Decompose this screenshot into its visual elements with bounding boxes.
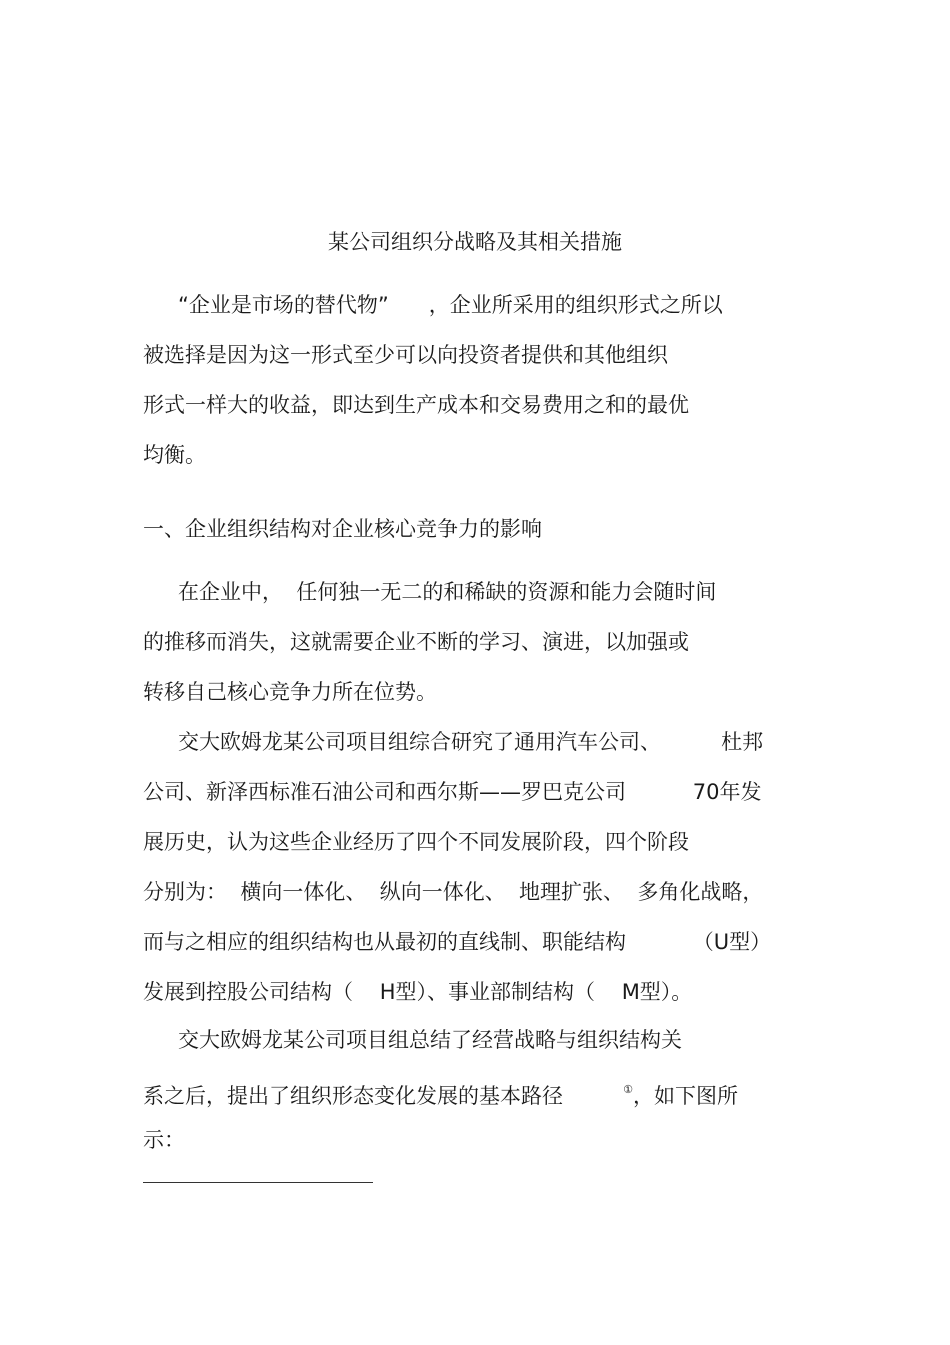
para1-line-3: 转移自己核心竞争力所在位势。 [143,680,437,704]
footnote-divider [143,1182,373,1183]
para1-line-2: 的推移而消失，这就需要企业不断的学习、演进，以加强或 [143,630,689,654]
para2-line-1: 交大欧姆龙某公司项目组综合研究了通用汽车公司、 杜邦 [178,730,764,754]
para2-line-5: 而与之相应的组织结构也从最初的直线制、职能结构 （U型） [143,930,772,954]
para3-line-2 [143,1073,738,1113]
para2-line-4: 分别为： 横向一体化、 纵向一体化、 地理扩张、 多角化战略， [143,880,764,904]
para2-line-3: 展历史，认为这些企业经历了四个不同发展阶段，四个阶段 [143,830,689,854]
document-title: 某公司组织分战略及其相关措施 [328,230,622,254]
footnote-marker[interactable]: ① [623,1083,633,1096]
para3-line-2-tail: ，如下图所 [632,1084,738,1108]
section-heading: 一、企业组织结构对企业核心竞争力的影响 [143,517,542,541]
para3-line-3: 示： [143,1128,185,1152]
intro-line-3: 形式一样大的收益，即达到生产成本和交易费用之和的最优 [143,393,689,417]
intro-line-4: 均衡。 [143,443,206,467]
para2-line-6: 发展到控股公司结构（ H型）、事业部制结构（ M型）。 [143,980,693,1004]
para3-line-2-text: 系之后，提出了组织形态变化发展的基本路径 [143,1084,624,1108]
para2-line-2: 公司、新泽西标准石油公司和西尔斯——罗巴克公司 70年发 [143,780,762,804]
intro-line-2: 被选择是因为这一形式至少可以向投资者提供和其他组织 [143,343,668,367]
para3-line-1: 交大欧姆龙某公司项目组总结了经营战略与组织结构关 [178,1028,682,1052]
para1-line-1: 在企业中， 任何独一无二的和稀缺的资源和能力会随时间 [178,580,717,604]
intro-line-1: “企业是市场的替代物” ，企业所采用的组织形式之所以 [178,293,723,317]
